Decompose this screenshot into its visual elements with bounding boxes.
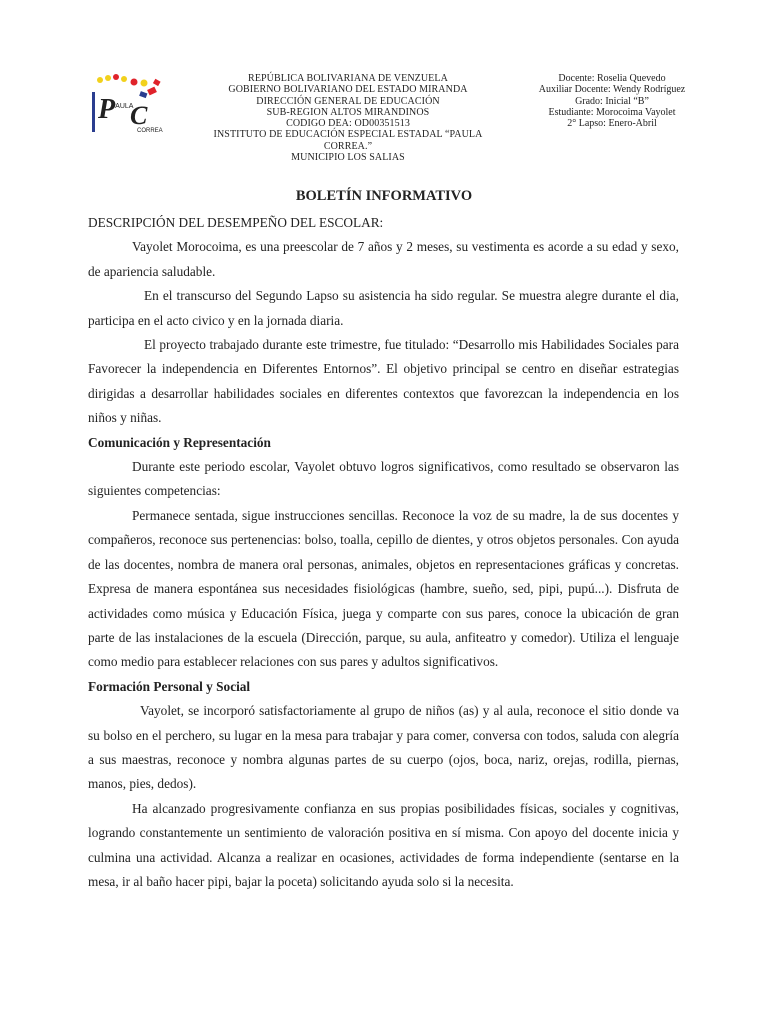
paragraph-student-description: Vayolet Morocoima, es una preescolar de 7 años y 2 meses, su vestimenta es acorde a su edad y sexo, de apariencia saludable. — [88, 239, 679, 279]
info-student: Estudiante: Morocoima Vayolet — [548, 106, 676, 118]
header-line-direction: DIRECCIÓN GENERAL DE EDUCACIÓN — [256, 95, 440, 107]
document-body — [88, 211, 679, 894]
document-title: BOLETÍN INFORMATIVO — [295, 188, 473, 204]
paragraph-achievements: Durante este periodo escolar, Vayolet obtuvo logros significativos, como resultado se observaron las siguientes competencias: — [88, 459, 679, 499]
school-logo — [86, 74, 166, 138]
header-line-code: CODIGO DEA: OD00351513 — [286, 118, 410, 130]
paragraph-competencies: Permanece sentada, sigue instrucciones sencillas. Reconoce la voz de su madre, la de sus docentes y compañeros, reconoce sus pertenencias: bolso, toalla, cepillo de dientes, y otros objetos personales. Con ayuda de las docentes, nombra de manera oral personas, animales, objetos en representaciones gráficas y concretas. Expresa de manera espontánea sus necesidades fisiológicas (hambre, sueño, sed, pipi, pupú...). Disfruta de actividades como música y Educación Física, juega y comparte con sus pares, conoce la ubicación de gran parte de las instalaciones de la escuela (Dirección, parque, su aula, anfiteatro y comedor). Utiliza el lenguaje como medio para establecer relaciones con sus pares y adultos significativos. — [88, 507, 679, 670]
info-teacher: Docente: Roselia Quevedo — [558, 73, 666, 84]
info-assistant: Auxiliar Docente: Wendy Rodríguez — [538, 84, 686, 96]
header-line-republic: REPÚBLICA BOLIVARIANA DE VENZUELA — [248, 73, 448, 84]
header-line-subregion: SUB-REGION ALTOS MIRANDINOS — [266, 106, 430, 118]
logo-letter-p: P — [98, 94, 116, 125]
paragraph-attendance: En el transcurso del Segundo Lapso su asistencia ha sido regular. Se muestra alegre durante el dia, participa en el acto civico y en la jornada diaria. — [88, 288, 679, 328]
institution-header — [198, 73, 498, 163]
logo-bar — [92, 92, 95, 132]
heading-comunicacion: Comunicación y Representación — [88, 434, 271, 450]
section-intro-heading: DESCRIPCIÓN DEL DESEMPEÑO DEL ESCOLAR: — [88, 215, 384, 230]
logo-word-paula: PAULA — [111, 103, 134, 110]
header-line-government: GOBIERNO BOLIVARIANO DEL ESTADO MIRANDA — [228, 84, 468, 96]
header-line-institute: INSTITUTO DE EDUCACIÓN ESPECIAL ESTADAL “PAULA CORREA.” — [213, 129, 483, 152]
paragraph-project: El proyecto trabajado durante este trimestre, fue titulado: “Desarrollo mis Habilidades Sociales para Favorecer la independencia en Diferentes Entornos”. El objetivo principal se centro en diseñar estrategias dirigidas a desarrollar habilidades sociales en diferentes contextos que favorezcan la independencia en los niños y niñas. — [88, 337, 679, 426]
logo-letter-c: C — [130, 101, 148, 130]
heading-formacion: Formación Personal y Social — [88, 678, 251, 694]
student-info-header — [512, 73, 712, 129]
info-grade: Grado: Inicial “B” — [575, 95, 649, 107]
paragraph-confidence: Ha alcanzado progresivamente confianza en sus propias posibilidades físicas, sociales y cognitivas, logrando constantemente un sentimiento de valoración positiva en sí misma. Con apoyo del docente inicia y culmina una actividad. Alcanza a realizar en ocasiones, actividades de forma independiente (sentarse en la mesa, ir al baño hacer pipi, bajar la poceta) solicitando ayuda solo si la necesita. — [88, 800, 679, 889]
info-term: 2° Lapso: Enero-Abril — [567, 118, 657, 130]
paragraph-integration: Vayolet, se incorporó satisfactoriamente al grupo de niños (as) y al aula, reconoce el sitio donde va su bolso en el perchero, su lugar en la mesa para trabajar y para comer, conversa con todos, saluda con alegría a sus maestras, reconoce y nombra algunas partes de su cuerpo (ojos, boca, nariz, orejas, rodilla, piernas, manos, pies, dedos). — [88, 703, 679, 792]
logo-word-correa: CORREA — [137, 128, 163, 134]
header-line-municipality: MUNICIPIO LOS SALIAS — [291, 152, 405, 164]
